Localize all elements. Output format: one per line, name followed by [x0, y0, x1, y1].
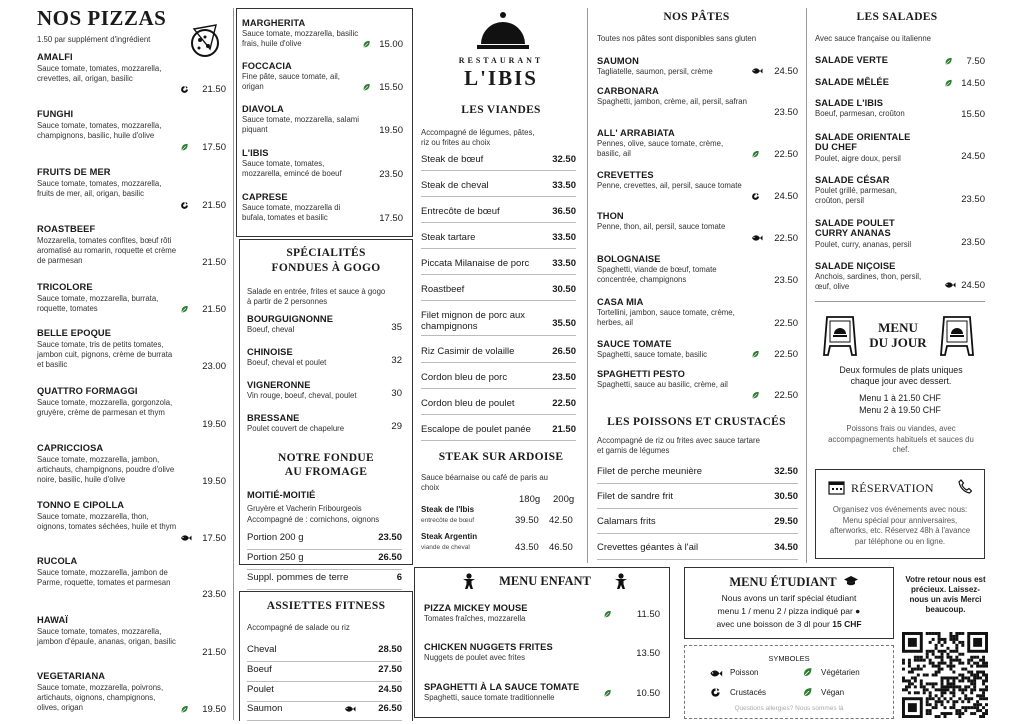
menu-item-price: 22.50 [774, 349, 798, 360]
fromage-desc-2: Accompagné de : cornichons, oignons [247, 515, 380, 524]
menu-item-desc: Sauce tomate, mozzarella di bufala, tomates et basilic [242, 203, 341, 222]
fromage-title-2: AU FROMAGE [284, 466, 368, 478]
price-row [597, 491, 798, 509]
menu-item-name: CAPRESE [242, 192, 288, 202]
menu-item-price: 29 [391, 421, 402, 432]
fish-icon [344, 705, 356, 713]
menu-item-name: BOURGUIGNONNE [247, 314, 334, 324]
row-label: Steak de bœuf [421, 154, 484, 165]
menu-item-price: 13.50 [636, 648, 660, 659]
menu-item-price: 19.50 [202, 419, 226, 430]
row-price: 21.50 [552, 424, 576, 435]
row-label: Calamars frits [597, 516, 656, 527]
leaf-icon [362, 40, 371, 49]
fish-icon [944, 281, 956, 289]
menu-item-price: 23.50 [774, 275, 798, 286]
child-icon-2 [614, 573, 628, 589]
menu-item-price: 23.50 [961, 237, 985, 248]
menu-item-desc: Sauce tomate, mozzarella, jambon de Parme, roquette, tomates et parmesan [37, 568, 171, 587]
menu-item-name: CASA MIA [597, 297, 644, 307]
menu-item-desc: Sauce tomate, tomates, mozzarella, champignons, basilic, huile d'olive [37, 121, 162, 140]
price-row [421, 372, 576, 389]
ardoise-title: STEAK SUR ARDOISE [438, 451, 564, 463]
ardoise-sub: viande de cheval [421, 544, 470, 551]
row-price: 33.50 [552, 258, 576, 269]
menu-item-price: 19.50 [202, 476, 226, 487]
jour-menu-2: Menu 2 à 19.50 CHF [859, 405, 941, 415]
row-price: 26.50 [378, 552, 402, 563]
row-price: 28.50 [378, 644, 402, 655]
menu-item-name: HAWAÏ [37, 615, 68, 625]
fitness-intro: Accompagné de salade ou riz [247, 623, 350, 632]
menu-item-price: 21.50 [202, 200, 226, 211]
menu-item-desc: Sauce tomate, tomates, mozzarella, crevettes, ail, origan, basilic [37, 64, 162, 83]
menu-item-name: AMALFI [37, 52, 73, 62]
graduation-cap-icon [844, 576, 858, 587]
menu-item-desc: Mozzarella, tomates confites, bœuf rôti aromatisé au romarin, roquette et crème de parmesan [37, 236, 177, 265]
menu-item-desc: Boeuf, cheval [247, 325, 295, 334]
row-price: 32.50 [774, 466, 798, 477]
price-row [421, 346, 576, 363]
menu-item-name: QUATTRO FORMAGGI [37, 386, 138, 396]
restaurant-label: RESTAURANT [458, 56, 544, 65]
fish-icon [709, 669, 723, 678]
menu-item-price: 15.50 [379, 82, 403, 93]
row-label: Filet de perche meunière [597, 466, 703, 477]
row-price: 23.50 [378, 532, 402, 543]
price-row [247, 664, 402, 682]
menu-item-name: SAUMON [597, 56, 639, 66]
shrimp-icon [180, 85, 189, 94]
row-label: Cordon bleu de porc [421, 372, 508, 383]
menu-item-price: 21.50 [202, 647, 226, 658]
row-price: 23.50 [552, 372, 576, 383]
leaf-icon [751, 391, 760, 400]
menu-item-name: TONNO E CIPOLLA [37, 500, 125, 510]
avis-text: Votre retour nous est précieux. Laissez-nous un avis Merci beaucoup. [905, 575, 986, 614]
divider [233, 8, 234, 720]
row-price: 33.50 [552, 232, 576, 243]
price-row [247, 644, 402, 662]
price-row [421, 206, 576, 223]
ardoise-intro: Sauce béarnaise ou café de paris au choix [421, 473, 549, 492]
row-price: 22.50 [552, 398, 576, 409]
pates-title: NOS PÂTES [663, 11, 730, 23]
menu-item-name: CARBONARA [597, 86, 659, 96]
pizzas-title: NOS PIZZAS [37, 6, 167, 30]
symbole-vegan: Végan [821, 688, 845, 697]
row-label: Saumon [247, 703, 283, 714]
menu-item-name: SALADE NIÇOISE [815, 261, 896, 271]
row-price: 35.50 [552, 318, 576, 329]
menu-item-name: SALADE VERTE [815, 55, 889, 65]
menu-item-price: 11.50 [636, 609, 660, 620]
shrimp-icon [180, 201, 189, 210]
leaf-icon [180, 705, 189, 714]
menu-item-price: 22.50 [774, 233, 798, 244]
price-row [247, 552, 402, 570]
calendar-icon [828, 480, 845, 495]
leaf-icon [944, 79, 953, 88]
row-price: 30.50 [774, 491, 798, 502]
menu-item-name: BRESSANE [247, 413, 300, 423]
menu-item-desc: Sauce tomate, tris de petits tomates, jambon cuit, pignons, crème de burrata et basilic [37, 340, 173, 369]
row-label: Crevettes géantes à l'ail [597, 542, 699, 553]
symbole-crustaces: Crustacés [730, 688, 767, 697]
symbole-poisson: Poisson [730, 668, 759, 677]
row-label: Poulet [247, 684, 274, 695]
menu-item-price: 30 [391, 388, 402, 399]
menu-item-desc: Spaghetti, sauce tomate, basilic [597, 350, 708, 359]
ardoise-price-200: 42.50 [549, 515, 573, 526]
fish-icon [180, 534, 192, 542]
menu-item-name: SPAGHETTI À LA SAUCE TOMATE [424, 682, 580, 692]
menu-item-name: SALADE CÉSAR [815, 175, 890, 185]
enfant-title: MENU ENFANT [499, 574, 591, 588]
menu-item-price: 14.50 [961, 78, 985, 89]
fondues-title-2: FONDUES À GOGO [271, 262, 381, 274]
menu-item-price: 23.50 [202, 589, 226, 600]
menu-item-desc: Tomates fraîches, mozzarella [424, 614, 526, 623]
shrimp-icon [710, 687, 721, 698]
menu-item-desc: Sauce tomate, tomates, mozzarella, fruits de mer, ail, origan, basilic [37, 179, 162, 198]
menu-item-price: 23.50 [379, 169, 403, 180]
row-label: Steak de cheval [421, 180, 489, 191]
menu-item-name: ALL' ARRABIATA [597, 128, 675, 138]
menu-item-desc: Sauce tomate, tomates, mozzarella, jambon d'épaule, ananas, origan, basilic [37, 627, 176, 646]
child-icon [462, 573, 476, 589]
row-label: Portion 200 g [247, 532, 304, 543]
fish-icon [751, 234, 763, 242]
poissons-intro: Accompagné de riz ou frites avec sauce tartare et garnis de légumes [597, 436, 760, 455]
fromage-desc-1: Gruyère et Vacherin Fribourgeois [247, 504, 362, 513]
ardoise-name: Steak de l'Ibis [421, 505, 475, 514]
price-row [597, 516, 798, 534]
menu-item-price: 21.50 [202, 84, 226, 95]
viandes-title: LES VIANDES [461, 104, 541, 116]
menu-item-name: THON [597, 211, 624, 221]
jour-title-2: DU JOUR [869, 335, 927, 350]
menu-item-price: 7.50 [966, 56, 985, 67]
row-price: 34.50 [774, 542, 798, 553]
menu-item-desc: Poulet couvert de chapelure [247, 424, 345, 433]
menu-item-price: 23.50 [961, 194, 985, 205]
etudiant-title: MENU ÉTUDIANT [729, 575, 837, 589]
menu-item-name: VIGNERONNE [247, 380, 311, 390]
menu-item-price: 15.00 [379, 39, 403, 50]
menu-item-name: SALADE ORIENTALE DU CHEF [815, 132, 911, 152]
sandwich-board-icon [823, 316, 857, 356]
menu-item-name: FUNGHI [37, 109, 74, 119]
menu-item-name: PIZZA MICKEY MOUSE [424, 603, 528, 613]
menu-item-name: FRUITS DE MER [37, 167, 111, 177]
menu-item-desc: Penne, thon, ail, persil, sauce tomate [597, 222, 726, 231]
menu-item-desc: Sauce tomate, mozzarella, thon, oignons, tomates séchées, huile et thym [37, 512, 177, 531]
menu-item-name: SAUCE TOMATE [597, 339, 672, 349]
row-price: 36.50 [552, 206, 576, 217]
price-row [421, 424, 576, 441]
menu-item-desc: Boeuf, cheval et poulet [247, 358, 327, 367]
price-row [421, 284, 576, 301]
fondues-intro: Salade en entrée, frites et sauce à gogo à partir de 2 personnes [247, 287, 386, 306]
fromage-name: MOITIÉ-MOITIÉ [247, 490, 316, 500]
menu-item-name: DIAVOLA [242, 104, 284, 114]
row-price: 6 [396, 572, 402, 583]
menu-item-name: SALADE MÊLÉE [815, 77, 890, 87]
jour-menu-1: Menu 1 à 21.50 CHF [859, 393, 941, 403]
row-price: 29.50 [774, 516, 798, 527]
menu-item-name: CAPRICCIOSA [37, 443, 104, 453]
menu-item-name: BOLOGNAISE [597, 254, 661, 264]
price-row [247, 684, 402, 702]
menu-item-price: 23.50 [774, 107, 798, 118]
symboles-footer: Questions allergies? Nous sommes là [734, 705, 844, 712]
row-label: Roastbeef [421, 284, 465, 295]
menu-item-desc: Sauce tomate, mozzarella, basilic frais, huile d'olive [242, 29, 359, 48]
menu-item-price: 24.50 [961, 280, 985, 291]
etudiant-line-2: menu 1 / menu 2 / pizza indiqué par ● [717, 606, 861, 616]
ardoise-col-200: 200g [553, 494, 575, 505]
divider [806, 8, 807, 563]
divider [587, 8, 588, 563]
leaf-icon [603, 610, 612, 619]
price-row [421, 258, 576, 275]
restaurant-name: L'IBIS [464, 66, 538, 90]
symboles-title: SYMBOLES [768, 654, 810, 663]
menu-item-name: CHINOISE [247, 347, 293, 357]
menu-item-price: 24.50 [774, 66, 798, 77]
row-label: Piccata Milanaise de porc [421, 258, 530, 269]
divider [815, 301, 985, 302]
qr-code[interactable] [902, 632, 988, 718]
menu-item-price: 22.50 [774, 149, 798, 160]
menu-item-price: 19.50 [202, 704, 226, 715]
jour-text-2: Poissons frais ou viandes, avec accompagnements habituels et sauces du chef. [828, 424, 974, 454]
phone-icon[interactable] [958, 479, 972, 494]
menu-item-name: SPAGHETTI PESTO [597, 369, 685, 379]
menu-item-desc: Tortellini, jambon, sauce tomate, crème, herbes, ail [597, 308, 735, 327]
menu-item-price: 17.50 [202, 142, 226, 153]
menu-item-desc: Sauce tomate, mozzarella, burrata, roquette, tomates [37, 294, 159, 313]
row-label: Portion 250 g [247, 552, 304, 563]
etudiant-line-3: avec une boisson de 3 dl pour 15 CHF [716, 619, 862, 629]
price-row [247, 532, 402, 550]
row-label: Riz Casimir de volaille [421, 346, 515, 357]
menu-item-desc: Sauce tomate, tomates, mozzarella, emincé de boeuf [242, 159, 342, 178]
menu-item-desc: Anchois, sardines, thon, persil, œuf, olive [815, 272, 922, 291]
menu-item-name: TRICOLORE [37, 282, 93, 292]
menu-item-name: RUCOLA [37, 556, 78, 566]
menu-item-desc: Spaghetti, sauce tomate traditionnelle [424, 693, 555, 702]
row-price: 30.50 [552, 284, 576, 295]
leaf-icon [603, 689, 612, 698]
price-row [421, 310, 576, 336]
ardoise-price-200: 46.50 [549, 542, 573, 553]
menu-item-desc: Spaghetti, sauce au basilic, crème, ail [597, 380, 728, 389]
row-label: Suppl. pommes de terre [247, 572, 349, 583]
shrimp-icon [751, 192, 760, 201]
price-row [421, 232, 576, 249]
menu-item-desc: Fine pâte, sauce tomate, ail, origan [242, 72, 340, 91]
row-price: 27.50 [378, 664, 402, 675]
menu-item-name: VEGETARIANA [37, 671, 106, 681]
etudiant-line-1: Nous avons un tarif spécial étudiant [721, 593, 857, 603]
salades-title: LES SALADES [856, 11, 938, 23]
menu-item-name: ROASTBEEF [37, 224, 96, 234]
row-label: Escalope de poulet panée [421, 424, 531, 435]
menu-item-price: 22.50 [774, 318, 798, 329]
fromage-title-1: NOTRE FONDUE [278, 452, 374, 464]
menu-item-price: 22.50 [774, 390, 798, 401]
menu-item-desc: Sauce tomate, mozzarella, poivrons, artichauts, oignons, champignons, olives, origan [37, 683, 164, 712]
row-price: 26.50 [378, 703, 402, 714]
ardoise-price-180: 43.50 [515, 542, 539, 553]
menu-item-price: 10.50 [636, 688, 660, 699]
reservation-title: RÉSERVATION [851, 481, 934, 495]
menu-item-price: 19.50 [379, 125, 403, 136]
menu-item-desc: Spaghetti, jambon, crème, ail, persil, safran [597, 97, 747, 106]
menu-item-desc: Vin rouge, boeuf, cheval, poulet [247, 391, 357, 400]
menu-item-price: 24.50 [961, 151, 985, 162]
leaf-icon [362, 83, 371, 92]
menu-item-name: SALADE POULET CURRY ANANAS [815, 218, 895, 238]
menu-item-name: CREVETTES [597, 170, 654, 180]
menu-item-desc: Poulet grillé, parmesan, croûton, persil [815, 186, 897, 205]
menu-item-name: BELLE EPOQUE [37, 328, 112, 338]
row-price: 33.50 [552, 180, 576, 191]
pates-intro: Toutes nos pâtes sont disponibles sans gluten [597, 34, 757, 43]
menu-item-desc: Tagliatelle, saumon, persil, crème [597, 67, 713, 76]
menu-item-price: 32 [391, 355, 402, 366]
row-price: 32.50 [552, 154, 576, 165]
leaf-icon [751, 350, 760, 359]
poissons-title: LES POISSONS ET CRUSTACÉS [607, 416, 786, 428]
price-row [597, 466, 798, 484]
price-row [421, 180, 576, 197]
pizzas-note: 1.50 par supplément d'ingrédient [37, 35, 151, 44]
menu-item-desc: Poulet, curry, ananas, persil [815, 240, 912, 249]
row-label: Boeuf [247, 664, 272, 675]
menu-item-price: 15.50 [961, 109, 985, 120]
menu-item-price: 21.50 [202, 257, 226, 268]
menu-item-desc: Sauce tomate, mozzarella, gorgonzola, gruyère, crème de parmesan et thym [37, 398, 173, 417]
price-row [421, 398, 576, 415]
ardoise-col-180: 180g [519, 494, 541, 505]
row-price: 24.50 [378, 684, 402, 695]
row-label: Filet mignon de porc aux champignons [421, 310, 526, 332]
menu-item-desc: Pennes, olive, sauce tomate, crème, basilic, ail [597, 139, 724, 158]
menu-item-price: 21.50 [202, 304, 226, 315]
fitness-title: ASSIETTES FITNESS [266, 600, 386, 612]
menu-item-name: FOCCACIA [242, 61, 292, 71]
cloche-logo [475, 10, 531, 50]
row-label: Cheval [247, 644, 277, 655]
reservation-text: Organisez vos événements avec nous: Menu spécial pour anniversaires, afterworks, etc. Réservez 48h à l'avance par téléphone ou en ligne. [829, 505, 971, 546]
menu-item-price: 24.50 [774, 191, 798, 202]
menu-item-desc: Nuggets de poulet avec frites [424, 653, 525, 662]
row-label: Filet de sandre frit [597, 491, 674, 502]
ardoise-price-180: 39.50 [515, 515, 539, 526]
menu-item-name: SALADE L'IBIS [815, 98, 884, 108]
ardoise-sub: entrecôte de bœuf [421, 517, 475, 524]
menu-item-price: 17.50 [202, 533, 226, 544]
row-label: Steak tartare [421, 232, 476, 243]
viandes-intro: Accompagné de légumes, pâtes, riz ou frites au choix [421, 128, 535, 147]
menu-item-name: MARGHERITA [242, 18, 306, 28]
price-row [597, 542, 798, 560]
leaf-icon [180, 143, 189, 152]
fondues-title-1: SPÉCIALITÉS [286, 247, 366, 259]
leaf-icon [802, 667, 813, 678]
menu-item-price: 23.00 [202, 361, 226, 372]
price-row [421, 154, 576, 171]
symbole-vegetarien: Végétarien [821, 668, 860, 677]
menu-item-name: CHICKEN NUGGETS FRITES [424, 642, 553, 652]
salades-intro: Avec sauce française ou italienne [815, 34, 932, 43]
menu-item-desc: Penne, crevettes, ail, persil, sauce tomate [597, 181, 742, 190]
menu-item-name: L'IBIS [242, 148, 269, 158]
leaf-icon [180, 305, 189, 314]
leaf-icon [802, 687, 813, 698]
row-label: Cordon bleu de poulet [421, 398, 515, 409]
price-row [247, 703, 402, 721]
menu-item-desc: Spaghetti, viande de bœuf, tomate concentrée, champignons [597, 265, 717, 284]
jour-text-1: Deux formules de plats uniques chaque jour avec dessert. [839, 365, 963, 386]
row-label: Entrecôte de bœuf [421, 206, 500, 217]
jour-title-1: MENU [878, 320, 918, 335]
leaf-icon [944, 57, 953, 66]
sandwich-board-icon [940, 316, 974, 356]
leaf-icon [751, 150, 760, 159]
menu-item-desc: Sauce tomate, mozzarella, jambon, artichauts, champignons, poudre d'olive noire, basilic, huile d'olive [37, 455, 175, 484]
menu-item-desc: Poulet, aigre doux, persil [815, 154, 901, 163]
menu-item-price: 35 [391, 322, 402, 333]
ardoise-name: Steak Argentin [421, 532, 478, 541]
menu-item-price: 17.50 [379, 213, 403, 224]
menu-item-desc: Boeuf, parmesan, croûton [815, 109, 905, 118]
fish-icon [751, 67, 763, 75]
menu-item-desc: Sauce tomate, mozzarella, salami piquant [242, 115, 360, 134]
price-row [247, 572, 402, 590]
row-price: 26.50 [552, 346, 576, 357]
